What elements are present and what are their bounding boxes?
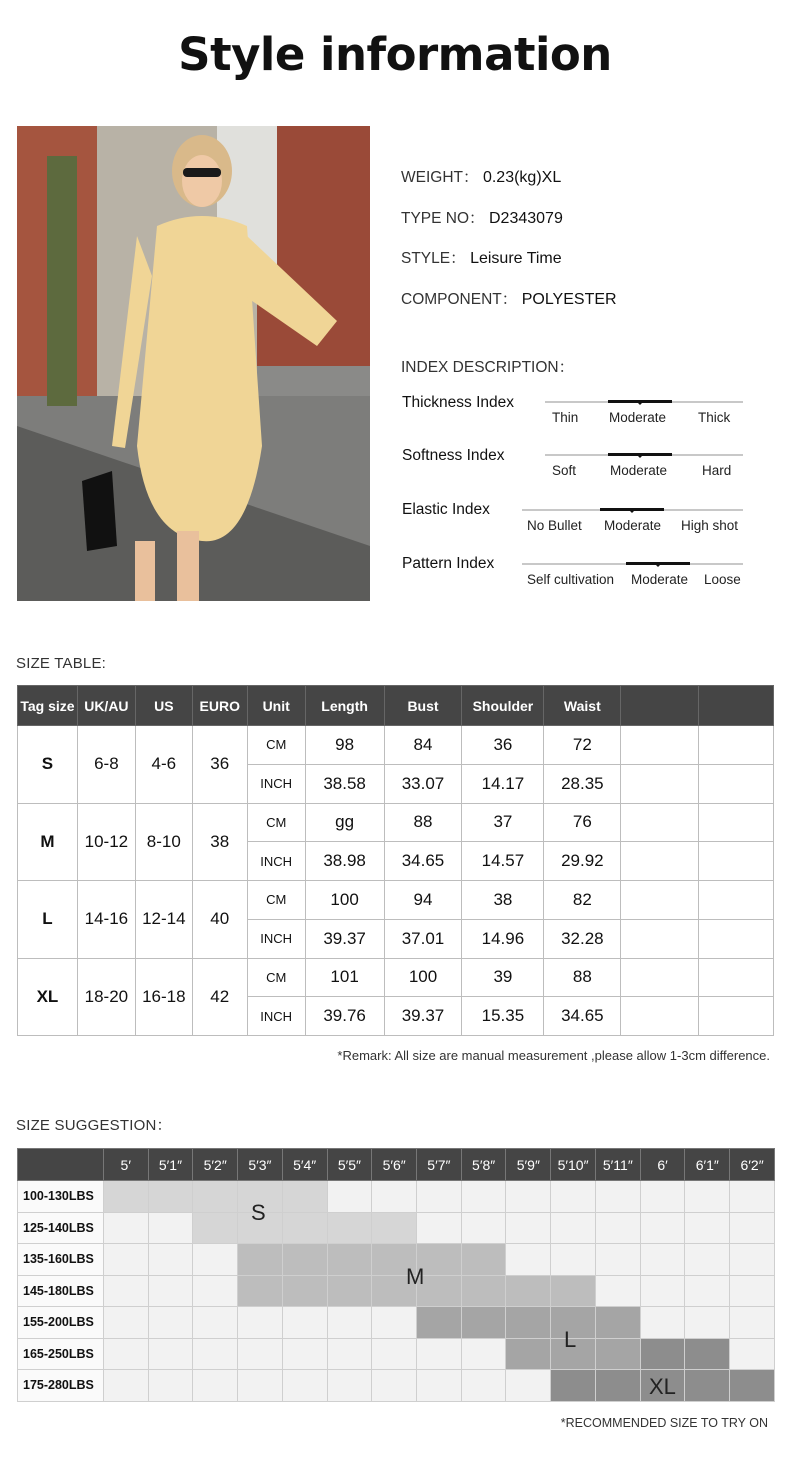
euro-cell: 38	[192, 803, 247, 881]
grid-cell	[640, 1275, 685, 1307]
grid-cell	[193, 1338, 238, 1370]
us-cell: 8-10	[135, 803, 192, 881]
grid-cell	[551, 1181, 596, 1213]
grid-cell	[595, 1181, 640, 1213]
grid-cell	[506, 1244, 551, 1276]
tag-size-cell: L	[18, 881, 78, 959]
thickness-index-scale	[545, 401, 743, 423]
height-cell: 5′1″	[148, 1149, 193, 1181]
weight-row	[18, 1244, 775, 1276]
size-zone-cell	[506, 1338, 551, 1370]
grid-cell	[148, 1212, 193, 1244]
grid-cell	[372, 1338, 417, 1370]
size-zone-cell	[282, 1244, 327, 1276]
grid-cell	[640, 1181, 685, 1213]
grid-cell	[372, 1181, 417, 1213]
empty-cell	[699, 842, 774, 881]
type-label: TYPE NO：	[401, 210, 485, 227]
grid-cell	[461, 1338, 506, 1370]
length-cell: 39.76	[305, 997, 384, 1036]
page-title: Style information	[178, 28, 612, 81]
size-zone-cell	[282, 1181, 327, 1213]
shoulder-cell: 14.57	[462, 842, 544, 881]
component-value: POLYESTER	[521, 291, 617, 308]
grid-cell	[595, 1212, 640, 1244]
index-description-title: INDEX DESCRIPTION：	[401, 359, 575, 376]
grid-cell	[595, 1244, 640, 1276]
grid-cell	[148, 1275, 193, 1307]
product-photo	[17, 126, 370, 601]
grid-cell	[417, 1181, 462, 1213]
grid-cell	[417, 1338, 462, 1370]
header-cell: US	[135, 686, 192, 726]
euro-cell: 42	[192, 958, 247, 1036]
elastic-index-scale	[522, 509, 743, 531]
height-cell: 6′1″	[685, 1149, 730, 1181]
size-zone-cell	[193, 1212, 238, 1244]
weight-label: WEIGHT：	[401, 169, 479, 186]
uk-cell: 18-20	[77, 958, 135, 1036]
grid-cell	[193, 1244, 238, 1276]
size-zone-cell	[238, 1244, 283, 1276]
size-zone-cell	[461, 1275, 506, 1307]
bust-cell: 88	[384, 803, 462, 842]
empty-cell	[699, 726, 774, 765]
waist-cell: 28.35	[544, 764, 621, 803]
tag-size-cell: M	[18, 803, 78, 881]
size-zone-cell	[417, 1307, 462, 1339]
zone-label-s: S	[251, 1200, 266, 1225]
empty-cell	[621, 764, 699, 803]
length-cell: 100	[305, 881, 384, 920]
unit-cell: CM	[247, 881, 305, 920]
grid-cell	[327, 1307, 372, 1339]
size-zone-cell	[551, 1370, 596, 1402]
unit-cell: INCH	[247, 997, 305, 1036]
header-cell: Shoulder	[462, 686, 544, 726]
grid-cell	[327, 1370, 372, 1402]
scale-option: Loose	[704, 572, 741, 587]
empty-cell	[699, 881, 774, 920]
table-row	[18, 881, 774, 920]
size-table-header	[18, 686, 774, 726]
softness-index-label: Softness Index	[402, 447, 505, 464]
bust-cell: 39.37	[384, 997, 462, 1036]
softness-index-scale	[545, 454, 743, 476]
grid-cell	[685, 1275, 730, 1307]
unit-cell: INCH	[247, 919, 305, 958]
grid-cell	[640, 1212, 685, 1244]
bust-cell: 37.01	[384, 919, 462, 958]
height-cell: 5′	[103, 1149, 148, 1181]
scale-selected-marker	[608, 453, 672, 456]
size-table-title: SIZE TABLE:	[16, 655, 107, 672]
height-header-row	[18, 1149, 775, 1181]
pattern-index-scale	[522, 563, 743, 585]
shoulder-cell: 39	[462, 958, 544, 997]
scale-option: Thick	[698, 410, 731, 425]
size-suggestion-table	[17, 1148, 775, 1402]
weight-label: 175-280LBS	[18, 1370, 104, 1402]
length-cell: 98	[305, 726, 384, 765]
waist-cell: 34.65	[544, 997, 621, 1036]
scale-option: Thin	[552, 410, 579, 425]
grid-cell	[461, 1181, 506, 1213]
size-zone-cell	[238, 1275, 283, 1307]
scale-selected-marker	[600, 508, 664, 511]
grid-cell	[282, 1307, 327, 1339]
grid-cell	[193, 1307, 238, 1339]
size-zone-cell	[730, 1370, 775, 1402]
zone-label-m: M	[406, 1264, 425, 1289]
waist-cell: 72	[544, 726, 621, 765]
size-zone-cell	[595, 1338, 640, 1370]
size-zone-cell	[595, 1370, 640, 1402]
tag-size-cell: XL	[18, 958, 78, 1036]
grid-cell	[238, 1307, 283, 1339]
style-label: STYLE：	[401, 250, 466, 267]
height-cell: 5′4″	[282, 1149, 327, 1181]
height-cell: 5′6″	[372, 1149, 417, 1181]
bust-cell: 94	[384, 881, 462, 920]
size-zone-cell	[103, 1181, 148, 1213]
grid-cell	[193, 1370, 238, 1402]
grid-cell	[103, 1338, 148, 1370]
table-row	[18, 958, 774, 997]
weight-label: 125-140LBS	[18, 1212, 104, 1244]
grid-cell	[730, 1338, 775, 1370]
empty-cell	[621, 919, 699, 958]
size-zone-cell	[685, 1338, 730, 1370]
table-row	[18, 726, 774, 765]
empty-cell	[621, 997, 699, 1036]
scale-option: Moderate	[604, 518, 662, 533]
grid-cell	[148, 1244, 193, 1276]
grid-cell	[685, 1244, 730, 1276]
height-cell: 5′7″	[417, 1149, 462, 1181]
pattern-index-label: Pattern Index	[402, 555, 495, 572]
type-row	[401, 206, 563, 228]
grid-cell	[506, 1212, 551, 1244]
grid-cell	[372, 1370, 417, 1402]
grid-cell	[282, 1370, 327, 1402]
grid-cell	[103, 1212, 148, 1244]
unit-cell: INCH	[247, 764, 305, 803]
zone-label-l: L	[564, 1327, 577, 1352]
weight-label: 145-180LBS	[18, 1275, 104, 1307]
size-zone-cell	[461, 1244, 506, 1276]
height-cell: 5′8″	[461, 1149, 506, 1181]
size-zone-cell	[372, 1212, 417, 1244]
grid-cell	[372, 1307, 417, 1339]
weight-row	[401, 165, 561, 187]
waist-cell: 32.28	[544, 919, 621, 958]
grid-cell	[730, 1275, 775, 1307]
waist-cell: 76	[544, 803, 621, 842]
header-cell	[621, 686, 699, 726]
grid-cell	[238, 1338, 283, 1370]
recommend-footnote: *RECOMMENDED SIZE TO TRY ON	[560, 1416, 768, 1430]
grid-cell	[685, 1212, 730, 1244]
length-cell: gg	[305, 803, 384, 842]
size-suggestion-title: SIZE SUGGESTION：	[16, 1117, 172, 1134]
size-zone-cell	[282, 1212, 327, 1244]
grid-cell	[595, 1275, 640, 1307]
elastic-index-label: Elastic Index	[402, 501, 490, 518]
size-table	[17, 685, 774, 1036]
component-label: COMPONENT：	[401, 291, 518, 308]
grid-cell	[551, 1244, 596, 1276]
waist-cell: 88	[544, 958, 621, 997]
grid-cell	[506, 1370, 551, 1402]
shoulder-cell: 14.96	[462, 919, 544, 958]
grid-cell	[685, 1181, 730, 1213]
height-cell: 5′11″	[595, 1149, 640, 1181]
scale-option: Self cultivation	[527, 572, 615, 587]
scale-option: No Bullet	[527, 518, 582, 533]
size-zone-cell	[685, 1370, 730, 1402]
grid-cell	[730, 1212, 775, 1244]
scale-option: Hard	[702, 463, 732, 478]
grid-cell	[103, 1275, 148, 1307]
unit-cell: CM	[247, 803, 305, 842]
size-zone-cell	[148, 1181, 193, 1213]
style-value: Leisure Time	[470, 250, 562, 267]
bust-cell: 34.65	[384, 842, 462, 881]
grid-cell	[103, 1307, 148, 1339]
grid-cell	[148, 1370, 193, 1402]
us-cell: 4-6	[135, 726, 192, 804]
header-cell: Bust	[384, 686, 462, 726]
grid-cell	[148, 1338, 193, 1370]
grid-cell	[640, 1307, 685, 1339]
unit-cell: CM	[247, 726, 305, 765]
empty-cell	[699, 919, 774, 958]
unit-cell: CM	[247, 958, 305, 997]
corner-cell	[18, 1149, 104, 1181]
empty-cell	[699, 958, 774, 997]
weight-label: 165-250LBS	[18, 1338, 104, 1370]
shoulder-cell: 14.17	[462, 764, 544, 803]
grid-cell	[193, 1275, 238, 1307]
weight-row	[18, 1212, 775, 1244]
height-cell: 5′5″	[327, 1149, 372, 1181]
height-cell: 5′9″	[506, 1149, 551, 1181]
grid-cell	[282, 1338, 327, 1370]
empty-cell	[621, 726, 699, 765]
thickness-index-label: Thickness Index	[402, 394, 514, 411]
header-cell: UK/AU	[77, 686, 135, 726]
scale-option: High shot	[681, 518, 739, 533]
size-zone-cell	[595, 1307, 640, 1339]
shoulder-cell: 15.35	[462, 997, 544, 1036]
size-zone-cell	[282, 1275, 327, 1307]
shoulder-cell: 38	[462, 881, 544, 920]
height-cell: 6′2″	[730, 1149, 775, 1181]
empty-cell	[621, 881, 699, 920]
bust-cell: 33.07	[384, 764, 462, 803]
weight-label: 135-160LBS	[18, 1244, 104, 1276]
grid-cell	[327, 1338, 372, 1370]
type-value: D2343079	[489, 210, 563, 227]
table-row	[18, 803, 774, 842]
weight-row	[18, 1307, 775, 1339]
empty-cell	[699, 764, 774, 803]
shoulder-cell: 37	[462, 803, 544, 842]
weight-row	[18, 1181, 775, 1213]
uk-cell: 14-16	[77, 881, 135, 959]
header-cell: Tag size	[18, 686, 78, 726]
style-row	[401, 246, 562, 268]
scale-option: Moderate	[631, 572, 689, 587]
grid-cell	[238, 1370, 283, 1402]
empty-cell	[699, 803, 774, 842]
empty-cell	[621, 842, 699, 881]
grid-cell	[417, 1212, 462, 1244]
size-zone-cell	[193, 1181, 238, 1213]
scale-selected-marker	[626, 562, 690, 565]
shoulder-cell: 36	[462, 726, 544, 765]
grid-cell	[730, 1244, 775, 1276]
grid-cell	[640, 1244, 685, 1276]
weight-row	[18, 1275, 775, 1307]
unit-cell: INCH	[247, 842, 305, 881]
scale-option: Moderate	[610, 463, 668, 478]
weight-value: 0.23(kg)XL	[482, 169, 562, 186]
empty-cell	[621, 803, 699, 842]
length-cell: 101	[305, 958, 384, 997]
bust-cell: 100	[384, 958, 462, 997]
us-cell: 16-18	[135, 958, 192, 1036]
size-zone-cell	[506, 1275, 551, 1307]
length-cell: 39.37	[305, 919, 384, 958]
empty-cell	[621, 958, 699, 997]
grid-cell	[685, 1307, 730, 1339]
header-cell	[699, 686, 774, 726]
height-cell: 5′2″	[193, 1149, 238, 1181]
scale-option: Moderate	[609, 410, 667, 425]
component-row	[401, 287, 617, 309]
grid-cell	[506, 1181, 551, 1213]
weight-label: 100-130LBS	[18, 1181, 104, 1213]
us-cell: 12-14	[135, 881, 192, 959]
weight-label: 155-200LBS	[18, 1307, 104, 1339]
size-remark: *Remark: All size are manual measurement ,please allow 1-3cm difference.	[337, 1048, 770, 1063]
grid-cell	[730, 1307, 775, 1339]
grid-cell	[148, 1307, 193, 1339]
scale-selected-marker	[608, 400, 672, 403]
size-zone-cell	[327, 1244, 372, 1276]
height-cell: 6′	[640, 1149, 685, 1181]
zone-label-xl: XL	[649, 1374, 676, 1399]
uk-cell: 10-12	[77, 803, 135, 881]
grid-cell	[730, 1181, 775, 1213]
grid-cell	[461, 1370, 506, 1402]
size-zone-cell	[551, 1275, 596, 1307]
weight-row	[18, 1338, 775, 1370]
bust-cell: 84	[384, 726, 462, 765]
size-zone-cell	[327, 1275, 372, 1307]
empty-cell	[699, 997, 774, 1036]
size-zone-cell	[640, 1338, 685, 1370]
waist-cell: 29.92	[544, 842, 621, 881]
waist-cell: 82	[544, 881, 621, 920]
header-cell: Unit	[247, 686, 305, 726]
height-cell: 5′3″	[238, 1149, 283, 1181]
length-cell: 38.98	[305, 842, 384, 881]
euro-cell: 40	[192, 881, 247, 959]
grid-cell	[327, 1181, 372, 1213]
grid-cell	[103, 1370, 148, 1402]
grid-cell	[551, 1212, 596, 1244]
grid-cell	[417, 1370, 462, 1402]
scale-option: Soft	[552, 463, 577, 478]
size-zone-cell	[327, 1212, 372, 1244]
uk-cell: 6-8	[77, 726, 135, 804]
grid-cell	[461, 1212, 506, 1244]
header-cell: Waist	[544, 686, 621, 726]
tag-size-cell: S	[18, 726, 78, 804]
euro-cell: 36	[192, 726, 247, 804]
header-cell: EURO	[192, 686, 247, 726]
grid-cell	[103, 1244, 148, 1276]
length-cell: 38.58	[305, 764, 384, 803]
size-zone-cell	[506, 1307, 551, 1339]
height-cell: 5′10″	[551, 1149, 596, 1181]
size-zone-cell	[461, 1307, 506, 1339]
header-cell: Length	[305, 686, 384, 726]
